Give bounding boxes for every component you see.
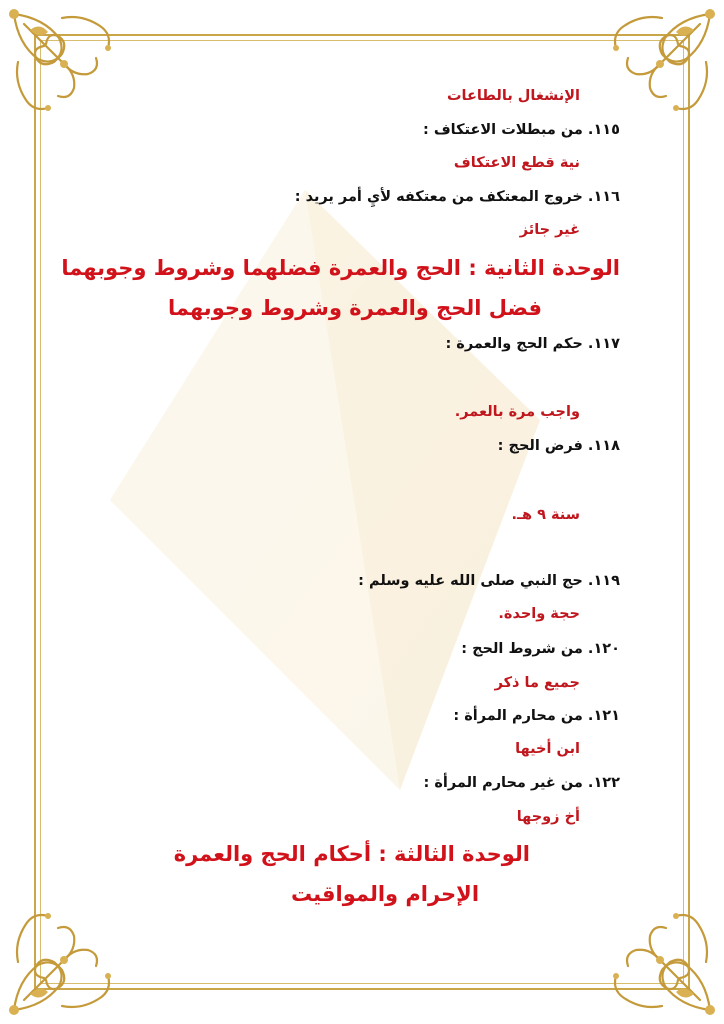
answer-119: حجة واحدة. — [498, 606, 580, 622]
question-117: ١١٧. حكم الحج والعمرة : — [445, 336, 620, 352]
answer-122: أخ زوجها — [516, 809, 580, 825]
question-116: ١١٦. خروج المعتكف من معتكفه لأيِ أمر يريد : — [294, 189, 620, 205]
answer-120: جميع ما ذكر — [494, 675, 580, 691]
unit-three-subheading: الإحرام والمواقيت — [290, 882, 480, 906]
unit-two-heading: الوحدة الثانية : الحج والعمرة فضلهما وشروط وجوبهما — [61, 256, 620, 280]
answer-115: نية قطع الاعتكاف — [453, 155, 580, 171]
answer-118: سنة ٩ هـ. — [511, 507, 580, 523]
document-content — [61, 84, 620, 944]
unit-three-heading: الوحدة الثالثة : أحكام الحج والعمرة — [173, 842, 530, 866]
question-118: ١١٨. فرض الحج : — [497, 438, 620, 454]
answer-121: ابن أخيها — [515, 741, 580, 757]
answer-114: الإنشغال بالطاعات — [446, 88, 580, 104]
question-115: ١١٥. من مبطلات الاعتكاف : — [422, 122, 620, 138]
question-121: ١٢١. من محارم المرأة : — [453, 708, 620, 724]
answer-116: غير جائز — [519, 222, 580, 238]
unit-two-subheading: فضل الحج والعمرة وشروط وجوبهما — [167, 296, 542, 320]
question-120: ١٢٠. من شروط الحج : — [461, 641, 620, 657]
question-119: ١١٩. حج النبي صلى الله عليه وسلم : — [358, 573, 620, 589]
question-122: ١٢٢. من غير محارم المرأة : — [423, 775, 620, 791]
answer-117: واجب مرة بالعمر. — [454, 404, 580, 420]
